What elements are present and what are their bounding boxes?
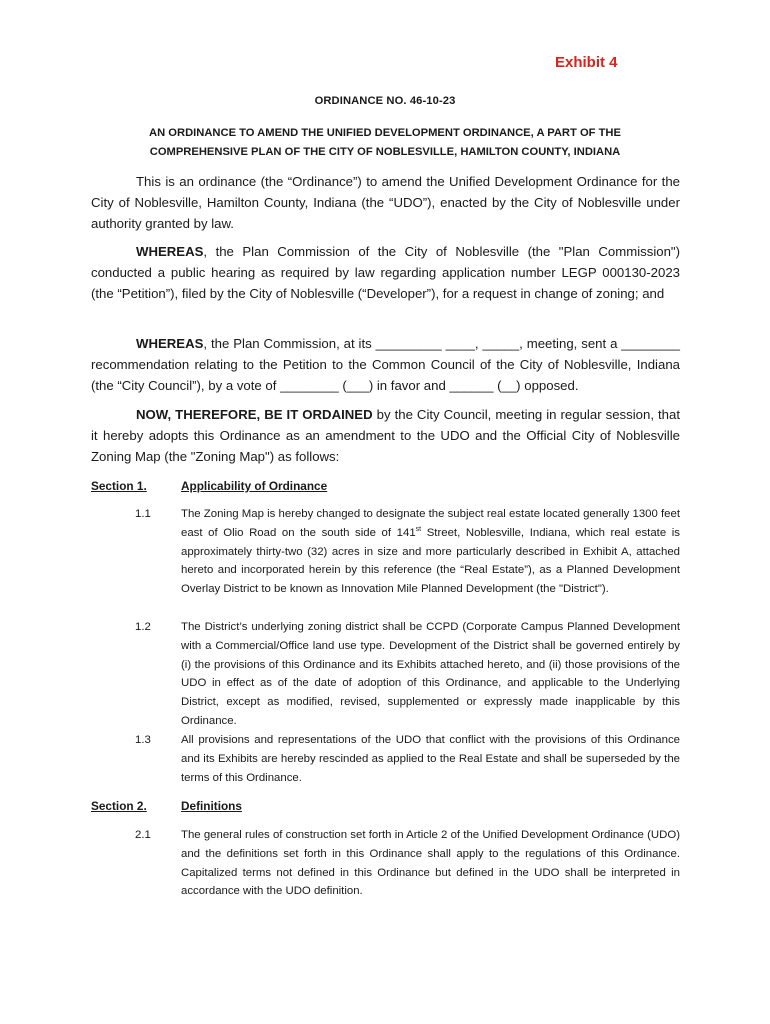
ordinance-number: ORDINANCE NO. 46-10-23 xyxy=(314,95,456,107)
intro-text: This is an ordinance (the “Ordinance”) to amend the Unified Development Ordinance for the City of Noblesville, Hamilton County, Indiana (the “UDO”), enacted by the City of Noblesville under authority granted by law. xyxy=(91,174,680,231)
item-1-1-number: 1.1 xyxy=(135,508,151,520)
section-1-title: Applicability of Ordinance xyxy=(181,479,328,493)
whereas-paragraph-1 xyxy=(91,241,680,304)
whereas-text-2: , the Plan Commission, at its _________ ____, _____, meeting, sent a ________ recommendation relating to the Petition to the Common Council of the City of Noblesville, Indiana (the “City Council”), by a vote of ________ (___) in favor and ______ (__) opposed. xyxy=(91,336,680,393)
intro-paragraph xyxy=(91,171,680,234)
item-1-2-number: 1.2 xyxy=(135,621,151,633)
section-1-number: Section 1. xyxy=(91,479,147,493)
section-2-number: Section 2. xyxy=(91,799,147,813)
ordinance-heading: AN ORDINANCE TO AMEND THE UNIFIED DEVELOPMENT ORDINANCE, A PART OF THE COMPREHENSIVE PLAN OF THE CITY OF NOBLESVILLE, HAMILTON COUNTY, INDIANA xyxy=(149,127,621,158)
section-2-title: Definitions xyxy=(181,799,242,813)
now-therefore-paragraph xyxy=(91,404,680,467)
whereas-lead-1: WHEREAS xyxy=(136,244,204,259)
now-therefore-text: by the City Council, meeting in regular session, that it hereby adopts this Ordinance as an amendment to the UDO and the Official City of Noblesville Zoning Map (the "Zoning Map") as follows: xyxy=(91,407,680,464)
whereas-paragraph-2 xyxy=(91,333,680,396)
now-therefore-lead: NOW, THEREFORE, BE IT ORDAINED xyxy=(136,407,373,422)
item-1-2-text: The District’s underlying zoning district shall be CCPD (Corporate Campus Planned Development with a Commercial/Office land use type. Development of the District shall be governed entirely by (i) the provisions of this Ordinance and its Exhibits attached hereto, and (ii) those provisions of the UDO in effect as of the date of adoption of this Ordinance, and applicable to the Underlying District, except as modified, revised, supplemented or expressly made inapplicable by this Ordinance. xyxy=(181,621,680,727)
item-2-1-number: 2.1 xyxy=(135,829,151,841)
item-1-1-text-a: The Zoning Map is hereby changed to designate the subject real estate located generally 1300 feet east of Olio Road on the south side of 141 xyxy=(181,508,680,539)
item-1-1-text-b: Street, Noblesville, Indiana, which real estate is approximately thirty-two (32) acres in size and more particularly described in Exhibit A, attached hereto and incorporated herein by this reference (the “Real Estate”), as a Planned Development Overlay District to be known as Innovation Mile Planned Development (the "District"). xyxy=(181,526,680,596)
item-1-1-text xyxy=(181,505,680,599)
item-1-1-sup: st xyxy=(415,526,422,533)
item-1-3-text: All provisions and representations of the UDO that conflict with the provisions of this Ordinance and its Exhibits are hereby rescinded as applied to the Real Estate and shall be superseded by the terms of this Ordinance. xyxy=(181,734,680,784)
exhibit-label: Exhibit 4 xyxy=(555,54,618,71)
item-1-3-number: 1.3 xyxy=(135,734,151,746)
whereas-text-1: , the Plan Commission of the City of Noblesville (the "Plan Commission") conducted a public hearing as required by law regarding application number LEGP 000130-2023 (the “Petition”), filed by the City of Noblesville (“Developer”), for a request in change of zoning; and xyxy=(91,244,680,301)
item-2-1-text: The general rules of construction set forth in Article 2 of the Unified Development Ordinance (UDO) and the definitions set forth in this Ordinance shall apply to the regulations of this Ordinance. Capitalized terms not defined in this Ordinance but defined in the UDO shall be interpreted in accordance with the UDO definition. xyxy=(181,829,680,898)
whereas-lead-2: WHEREAS xyxy=(136,336,204,351)
